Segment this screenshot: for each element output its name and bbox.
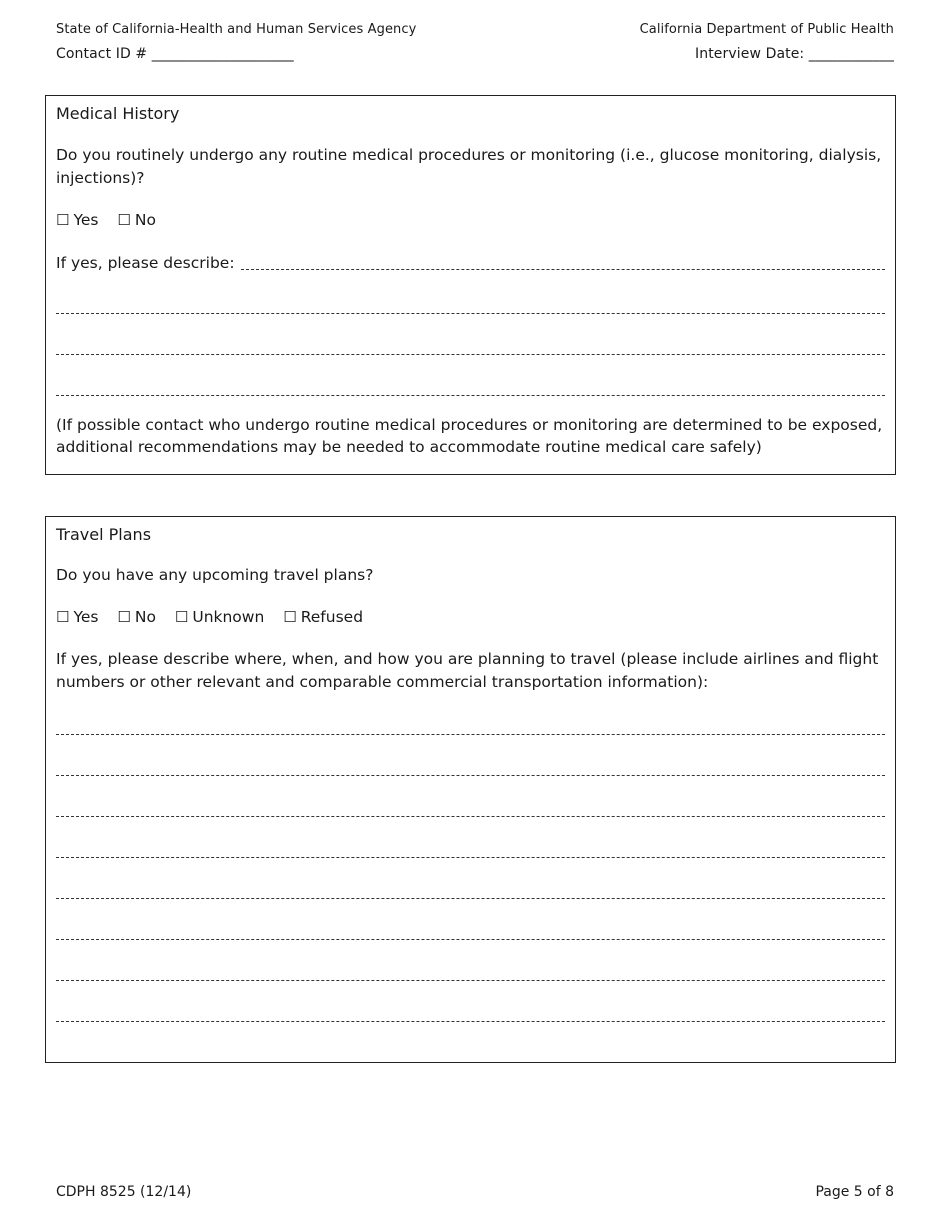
medical-history-title: Medical History — [56, 104, 180, 123]
agency-name: State of California-Health and Human Services Agency — [56, 22, 417, 37]
option-label: Refused — [300, 608, 364, 626]
checkbox-icon[interactable]: ☐ — [56, 211, 70, 229]
travel-plans-title: Travel Plans — [56, 525, 152, 544]
checkbox-icon[interactable]: ☐ — [117, 608, 131, 626]
travel-yes-checkbox[interactable] — [56, 607, 98, 627]
travel-answer-line[interactable] — [56, 735, 885, 776]
travel-plans-question: Do you have any upcoming travel plans? — [56, 566, 374, 584]
travel-answer-line[interactable] — [56, 981, 885, 1022]
travel-answer-line[interactable] — [56, 817, 885, 858]
travel-answer-line[interactable] — [56, 694, 885, 735]
medical-note: (If possible contact who undergo routine medical procedures or monitoring are determined to be exposed, additional recommendations may be needed to accommodate routine medical care safely) — [56, 416, 883, 456]
medical-procedures-question: Do you routinely undergo any routine medical procedures or monitoring (i.e., glucose monitoring, dialysis, injections)? — [56, 146, 882, 187]
checkbox-icon[interactable]: ☐ — [117, 211, 131, 229]
department-name: California Department of Public Health — [639, 22, 894, 37]
travel-describe-instructions: If yes, please describe where, when, and how you are planning to travel (please include airlines and flight numbers or other relevant and comparable commercial transportation information): — [56, 650, 879, 691]
travel-answer-line[interactable] — [56, 940, 885, 981]
travel-options — [56, 607, 885, 627]
travel-answer-line[interactable] — [56, 899, 885, 940]
contact-id-field[interactable]: Contact ID # ____________________ — [56, 46, 294, 62]
medical-yes-checkbox[interactable] — [56, 210, 98, 230]
medical-history-section — [45, 95, 896, 475]
travel-answer-line[interactable] — [56, 858, 885, 899]
travel-no-checkbox[interactable] — [117, 607, 156, 627]
option-label: Unknown — [192, 608, 265, 626]
medical-describe-row — [56, 253, 885, 273]
medical-describe-line[interactable] — [241, 255, 885, 270]
travel-answer-line[interactable] — [56, 776, 885, 817]
medical-describe-label: If yes, please describe: — [56, 254, 235, 272]
option-label: Yes — [73, 211, 99, 229]
checkbox-icon[interactable]: ☐ — [283, 608, 297, 626]
page-number: Page 5 of 8 — [815, 1184, 894, 1200]
travel-plans-section — [45, 516, 896, 1063]
medical-answer-line[interactable] — [56, 314, 885, 355]
travel-answer-lines — [56, 694, 885, 1022]
travel-unknown-checkbox[interactable] — [175, 607, 264, 627]
travel-refused-checkbox[interactable] — [283, 607, 363, 627]
medical-answer-line[interactable] — [56, 273, 885, 314]
option-label: Yes — [73, 608, 99, 626]
checkbox-icon[interactable]: ☐ — [174, 608, 189, 626]
form-id: CDPH 8525 (12/14) — [56, 1184, 192, 1200]
option-label: No — [134, 608, 156, 626]
medical-answer-line[interactable] — [56, 355, 885, 396]
interview-date-field[interactable]: Interview Date: ____________ — [695, 46, 894, 62]
option-label: No — [134, 211, 156, 229]
medical-options — [56, 210, 885, 230]
checkbox-icon[interactable]: ☐ — [56, 608, 70, 626]
medical-no-checkbox[interactable] — [117, 210, 156, 230]
